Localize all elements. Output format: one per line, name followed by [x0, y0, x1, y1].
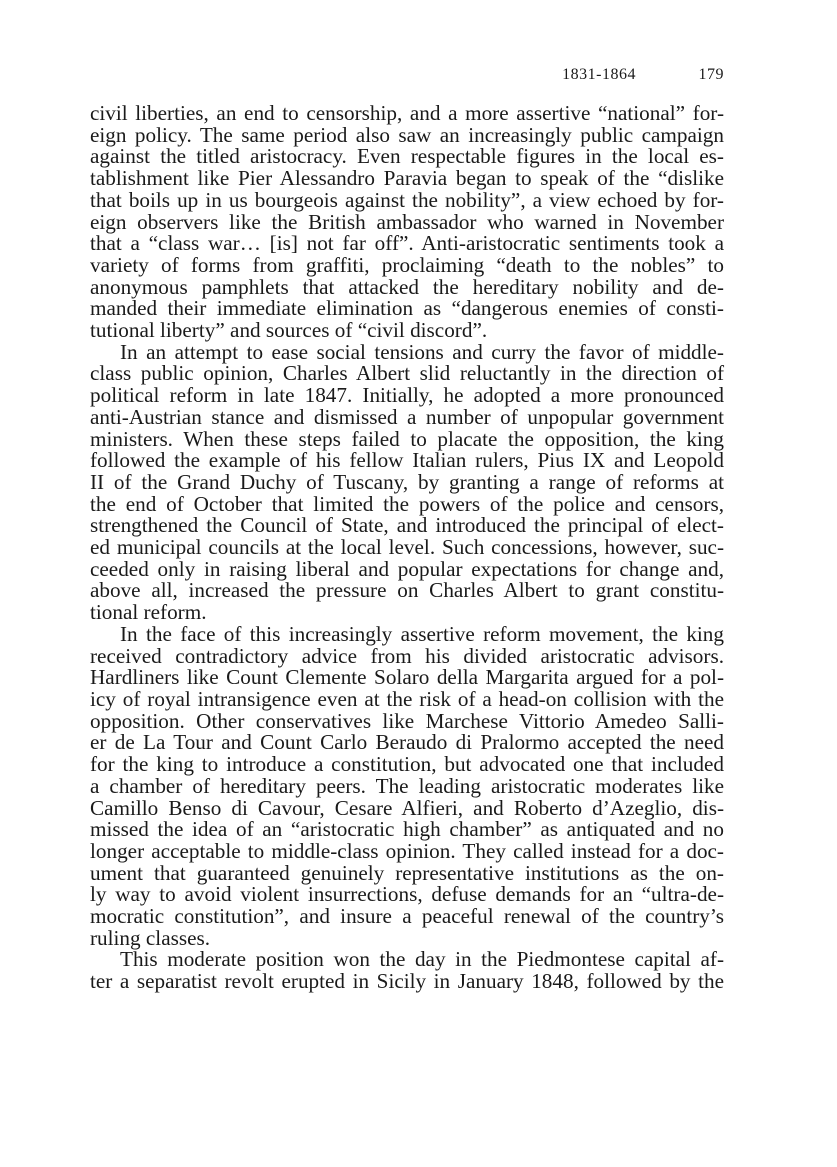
text-line: In an attempt to ease social tensions and curry the favor of middle- — [120, 339, 724, 364]
text-line: variety of forms from graffiti, proclaiming “death to the nobles” to — [90, 252, 724, 277]
text-line: strengthened the Council of State, and introduced the principal of elect- — [90, 513, 724, 538]
text-line: er de La Tour and Count Carlo Beraudo di Pralormo accepted the need — [90, 730, 724, 755]
text-line: In the face of this increasingly assertive reform movement, the king — [120, 621, 724, 646]
text-line: a chamber of hereditary peers. The leading aristocratic moderates like — [90, 773, 724, 798]
text-line: longer acceptable to middle-class opinion. They called instead for a doc- — [90, 838, 724, 863]
text-line: ruling classes. — [90, 925, 211, 950]
text-line: tional reform. — [90, 600, 207, 625]
text-line: ceeded only in raising liberal and popular expectations for change and, — [90, 556, 724, 581]
text-line: the end of October that limited the powers of the police and censors, — [90, 491, 724, 516]
text-line: icy of royal intransigence even at the risk of a head-on collision with the — [90, 686, 724, 711]
text-line: Camillo Benso di Cavour, Cesare Alfieri, and Roberto d’Azeglio, dis- — [90, 795, 724, 820]
text-line: ed municipal councils at the local level. Such concessions, however, suc- — [90, 535, 724, 560]
text-line: that a “class war… [is] not far off”. Anti-aristocratic sentiments took a — [90, 231, 724, 256]
text-line: ministers. When these steps failed to placate the opposition, the king — [90, 426, 724, 451]
text-line: political reform in late 1847. Initially, he adopted a more pronounced — [90, 383, 724, 408]
text-line: tablishment like Pier Alessandro Paravia began to speak of the “dislike — [90, 166, 724, 191]
page-number: 179 — [698, 66, 724, 83]
text-line: class public opinion, Charles Albert slid reluctantly in the direction of — [90, 361, 724, 386]
text-line: ter a separatist revolt erupted in Sicily in January 1848, followed by the — [90, 969, 724, 994]
text-line: ly way to avoid violent insurrections, defuse demands for an “ultra-de- — [90, 882, 724, 907]
text-line: eign observers like the British ambassador who warned in November — [90, 209, 724, 234]
text-line: civil liberties, an end to censorship, and a more assertive “national” for- — [90, 101, 724, 125]
text-line: above all, increased the pressure on Charles Albert to grant constitu- — [90, 578, 724, 603]
text-line: that boils up in us bourgeois against the nobility”, a view echoed by for- — [90, 187, 724, 212]
text-line: against the titled aristocracy. Even respectable figures in the local es- — [90, 144, 724, 169]
text-line: Hardliners like Count Clemente Solaro della Margarita argued for a pol- — [90, 665, 724, 690]
body-text — [90, 103, 724, 993]
text-line: mocratic constitution”, and insure a peaceful renewal of the country’s — [90, 904, 724, 929]
running-head — [90, 66, 724, 90]
text-line: eign policy. The same period also saw an increasingly public campaign — [90, 122, 724, 147]
text-line: anonymous pamphlets that attacked the hereditary nobility and de- — [90, 274, 724, 299]
text-line: anti-Austrian stance and dismissed a number of unpopular government — [90, 404, 724, 429]
text-line: for the king to introduce a constitution, but advocated one that included — [90, 752, 724, 777]
text-line: II of the Grand Duchy of Tuscany, by granting a range of reforms at — [90, 469, 724, 494]
text-line: This moderate position won the day in the Piedmontese capital af- — [120, 947, 724, 972]
text-line: tutional liberty” and sources of “civil discord”. — [90, 318, 488, 343]
text-line: missed the idea of an “aristocratic high chamber” as antiquated and no — [90, 817, 724, 842]
text-line: ument that guaranteed genuinely representative institutions as the on- — [90, 860, 724, 885]
running-head-section: 1831-1864 — [562, 66, 636, 83]
text-line: followed the example of his fellow Italian rulers, Pius IX and Leopold — [90, 448, 724, 473]
text-line: opposition. Other conservatives like Marchese Vittorio Amedeo Salli- — [90, 708, 724, 733]
text-line: manded their immediate elimination as “dangerous enemies of consti- — [90, 296, 724, 321]
text-line: received contradictory advice from his divided aristocratic advisors. — [90, 643, 724, 668]
